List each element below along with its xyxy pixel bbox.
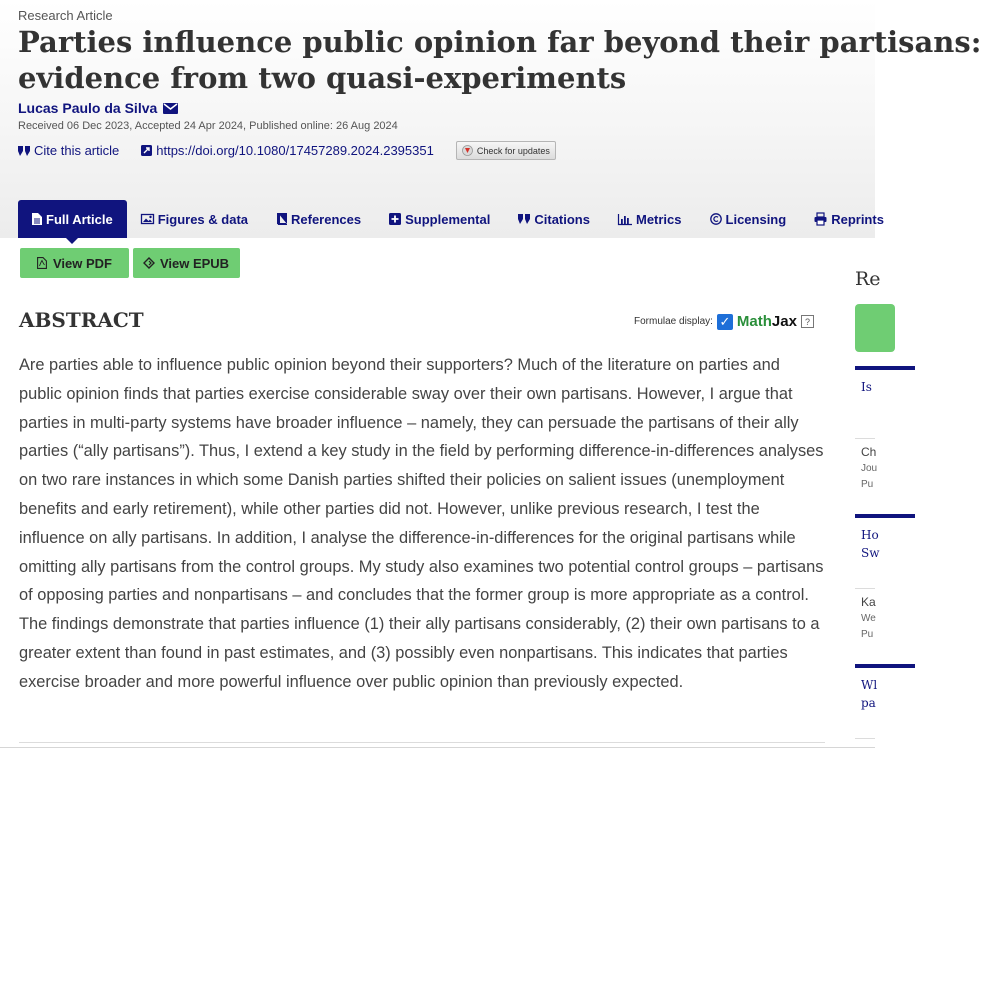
page-divider xyxy=(0,747,875,748)
plus-square-icon xyxy=(389,213,401,225)
envelope-icon[interactable] xyxy=(163,103,178,114)
printer-icon xyxy=(814,213,827,225)
publication-dates: Received 06 Dec 2023, Accepted 24 Apr 2024, Published online: 26 Aug 2024 xyxy=(18,120,398,132)
card-journal: We xyxy=(861,613,876,624)
related-article-card[interactable] xyxy=(855,664,915,712)
tab-full-article[interactable] xyxy=(18,200,127,238)
tab-label: References xyxy=(291,211,362,227)
card-author: Ka xyxy=(861,595,876,609)
card-title[interactable]: Ho Sw xyxy=(861,528,880,560)
article-links xyxy=(18,141,556,160)
tab-label: Reprints xyxy=(831,211,884,227)
sidebar-title: Re xyxy=(855,268,881,290)
card-accent-bar xyxy=(855,366,915,370)
crossmark-icon xyxy=(462,145,473,156)
check-for-updates-button[interactable] xyxy=(456,141,556,160)
mathjax-checkbox[interactable] xyxy=(717,314,733,330)
related-article-meta xyxy=(855,444,915,493)
article-title xyxy=(18,24,981,96)
related-sidebar xyxy=(855,260,881,748)
quote-icon xyxy=(18,146,30,156)
tab-licensing[interactable] xyxy=(696,200,801,238)
card-published: Pu xyxy=(861,479,874,490)
article-title-line-2: evidence from two quasi-experiments xyxy=(18,61,627,95)
card-journal: Jou xyxy=(861,463,878,474)
sidebar-separator xyxy=(855,588,875,589)
help-icon[interactable]: ? xyxy=(801,315,814,328)
related-article-card[interactable] xyxy=(855,366,915,396)
sidebar-separator xyxy=(855,738,875,739)
card-author: Ch xyxy=(861,445,877,459)
checkmark-icon: ✓ xyxy=(719,313,731,329)
article-title-line-1: Parties influence public opinion far beyond their partisans: xyxy=(18,25,981,59)
formulae-display xyxy=(634,313,814,330)
tab-label: Metrics xyxy=(635,211,682,227)
card-published: Pu xyxy=(861,629,874,640)
tab-label: Full Article xyxy=(46,211,113,227)
bar-chart-icon xyxy=(618,214,632,225)
tab-label: Supplemental xyxy=(405,211,491,227)
book-icon xyxy=(276,213,287,225)
tab-label: Licensing xyxy=(725,211,787,227)
tab-figures-data[interactable] xyxy=(127,200,262,238)
doi-label: https://doi.org/10.1080/17457289.2024.2395351 xyxy=(156,143,434,158)
abstract-heading: ABSTRACT xyxy=(19,308,144,332)
tab-label: Figures & data xyxy=(157,211,248,227)
author-name: Lucas Paulo da Silva xyxy=(18,100,158,116)
article-type: Research Article xyxy=(18,8,113,23)
view-epub-button[interactable] xyxy=(133,248,240,278)
card-accent-bar xyxy=(855,664,915,668)
tab-references[interactable] xyxy=(262,200,375,238)
quote-icon xyxy=(518,214,530,224)
card-title[interactable]: Is xyxy=(861,380,872,394)
image-icon xyxy=(141,214,154,224)
abstract-divider xyxy=(19,742,825,743)
tab-label: Citations xyxy=(534,211,590,227)
external-link-icon xyxy=(141,145,152,156)
cite-article-label: Cite this article xyxy=(34,143,120,158)
mathjax-logo: MathJax xyxy=(736,313,797,330)
tab-supplemental[interactable] xyxy=(375,200,504,238)
card-title[interactable]: Wl pa xyxy=(861,678,878,710)
sidebar-green-button[interactable] xyxy=(855,304,895,352)
author-link[interactable] xyxy=(18,100,178,116)
tab-metrics[interactable] xyxy=(604,200,696,238)
pdf-icon xyxy=(37,257,47,269)
card-accent-bar xyxy=(855,514,915,518)
related-article-meta xyxy=(855,594,915,643)
view-epub-label: View EPUB xyxy=(159,255,230,271)
abstract-text: Are parties able to influence public opinion beyond their supporters? Much of the literature on parties and public opinion finds that parties exercise considerable sway over their own partisans. However, I argue that parties in multi-party systems have broader influence – namely, they can persuade the partisans of their ally parties (“ally partisans”). Thus, I extend a key study in the field by performing difference-in-differences analyses on two rare instances in which some Danish parties shifted their policies on salient issues (unemployment benefits and early retirement), while other parties did not. However, unlike previous research, I test the influence on ally partisans. In addition, I analyse the difference-in-differences for the original partisans while omitting ally partisans from the control groups. My study also examines two potential control groups – partisans of opposing parties and nonpartisans – and concludes that the former group is more appropriate as a control. The findings demonstrate that parties influence (1) their ally partisans considerably, (2) their own partisans to a greater extent than found in past estimates, and (3) possibly even nonpartisans. This indicates that parties exercise broader and more powerful influence over public opinion than previously expected. xyxy=(19,356,824,691)
epub-icon xyxy=(144,258,154,268)
related-article-card[interactable] xyxy=(855,514,915,562)
cite-article-link[interactable] xyxy=(18,143,119,158)
check-for-updates-label: Check for updates xyxy=(476,145,550,156)
doi-link[interactable] xyxy=(141,143,434,158)
tab-reprints[interactable] xyxy=(800,200,898,238)
document-icon xyxy=(32,213,42,225)
article-tabs xyxy=(18,200,898,238)
tab-citations[interactable] xyxy=(504,200,604,238)
copyright-icon xyxy=(710,213,722,225)
sidebar-separator xyxy=(855,438,875,439)
formulae-display-label: Formulae display: xyxy=(634,316,713,327)
view-pdf-button[interactable] xyxy=(20,248,129,278)
view-pdf-label: View PDF xyxy=(52,255,112,271)
